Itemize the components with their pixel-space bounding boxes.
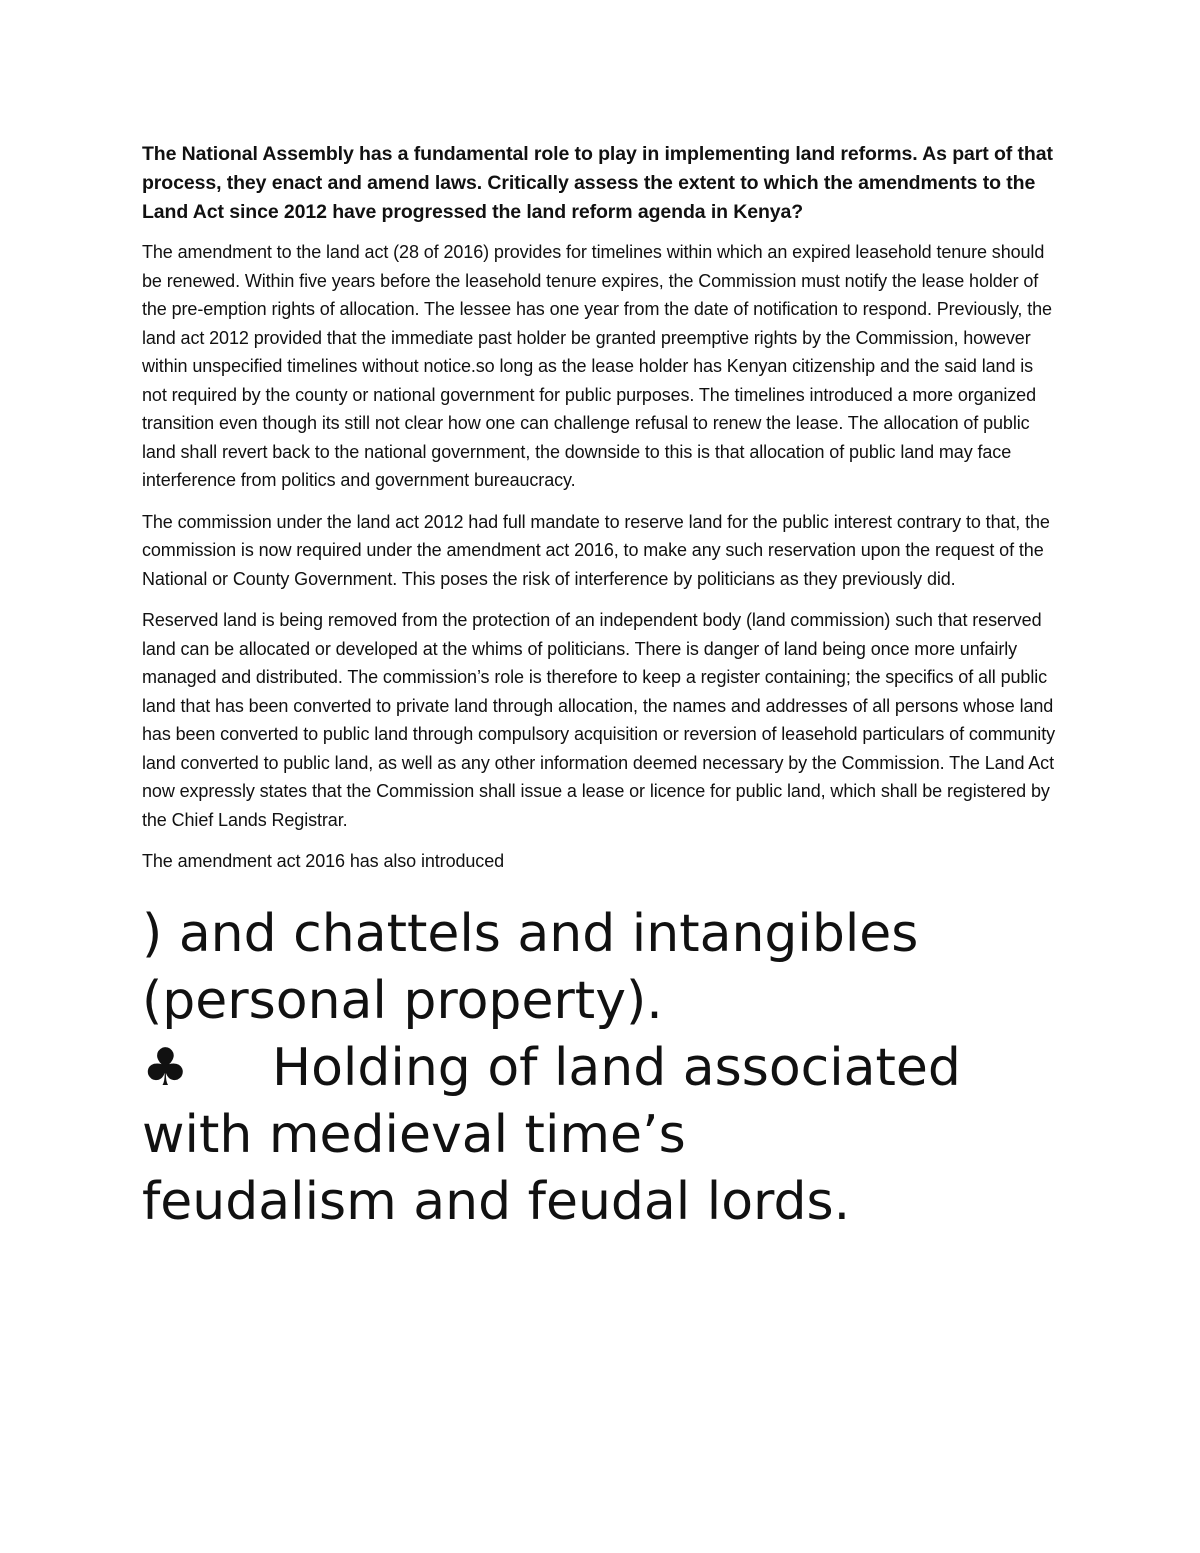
question-heading: The National Assembly has a fundamental role to play in implementing land reforms. As part of that process, they enact and amend laws. Critically assess the extent to which the amendments to the Land Act since 2012 have progressed the land reform agenda in Kenya? <box>142 143 1053 223</box>
paragraph-amendment-intro: The amendment act 2016 has also introduced <box>142 851 505 871</box>
large-text-line-5: feudalism and feudal lords. <box>142 1171 851 1232</box>
large-text-line-4: with medieval time’s <box>142 1104 686 1165</box>
paragraph-commission-mandate: The commission under the land act 2012 had full mandate to reserve land for the public interest contrary to that, the commission is now required under the amendment act 2016, to make any such reservation upon the request of the National or County Government. This poses the risk of interference by politicians as they previously did. <box>142 511 1050 589</box>
large-text-line-1: ) and chattels and intangibles <box>142 903 919 964</box>
club-bullet-icon: ♣ <box>142 1037 189 1098</box>
document-page <box>142 140 1062 1236</box>
large-text-line-2: (personal property). <box>142 970 663 1031</box>
large-text-bullet-line <box>142 1035 1062 1102</box>
large-text-block <box>142 901 1062 1236</box>
paragraph-leasehold-renewal: The amendment to the land act (28 of 2016) provides for timelines within which an expired leasehold tenure should be renewed. Within five years before the leasehold tenure expires, the Commission must notify the lease holder of the pre-emption rights of allocation. The lessee has one year from the date of notification to respond. Previously, the land act 2012 provided that the immediate past holder be granted preemptive rights by the Commission, however within unspecified timelines without notice.so long as the lease holder has Kenyan citizenship and the said land is not required by the county or national government for public purposes. The timelines introduced a more organized transition even though its still not clear how one can challenge refusal to renew the lease. The allocation of public land shall revert back to the national government, the downside to this is that allocation of public land may face interference from politics and government bureaucracy. <box>142 242 1052 490</box>
paragraph-reserved-land: Reserved land is being removed from the protection of an independent body (land commission) such that reserved land can be allocated or developed at the whims of politicians. There is danger of land being once more unfairly managed and distributed. The commission’s role is therefore to keep a register containing; the specifics of all public land that has been converted to private land through allocation, the names and addresses of all persons whose land has been converted to public land through compulsory acquisition or reversion of leasehold particulars of community land converted to public land, as well as any other information deemed necessary by the Commission. The Land Act now expressly states that the Commission shall issue a lease or licence for public land, which shall be registered by the Chief Lands Registrar. <box>142 610 1056 830</box>
large-text-line-3: Holding of land associated <box>272 1037 961 1098</box>
